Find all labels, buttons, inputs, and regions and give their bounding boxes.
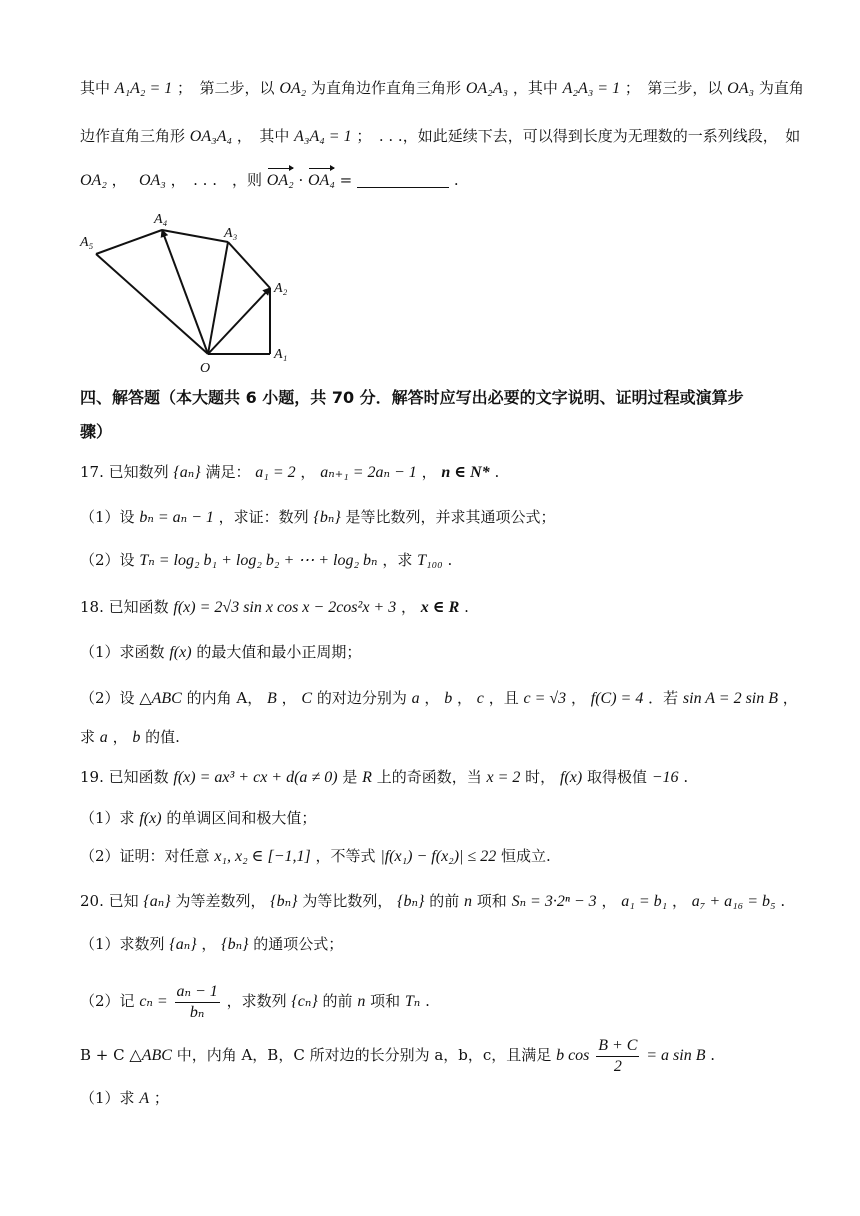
text: ，求数列 — [226, 992, 287, 1010]
text: ，且 — [488, 689, 519, 707]
q19-part2 — [80, 846, 782, 867]
math: {aₙ} — [173, 464, 201, 481]
dot-operator: · — [298, 171, 304, 189]
math: A₁A₂ = 1 — [114, 80, 173, 97]
text: 求 — [80, 728, 96, 746]
answer-blank[interactable] — [357, 173, 449, 188]
text: ，不等式 — [315, 847, 376, 865]
math: {aₙ} — [169, 936, 197, 953]
text: ，求证：数列 — [218, 508, 309, 526]
q18-part2-cont — [80, 727, 782, 748]
math: A₂A₃ = 1 — [562, 80, 621, 97]
text: B + C — [80, 1046, 125, 1064]
q17-stem — [80, 462, 782, 483]
math: x₁, x₂ ∈ [−1,1] — [214, 848, 311, 865]
text: ， — [457, 689, 473, 707]
segment-a4a5 — [96, 230, 162, 254]
text: （2）证明：对任意 — [80, 847, 210, 865]
fraction-numerator: B + C — [596, 1036, 639, 1057]
math: △ABC — [139, 690, 182, 707]
text: ， — [782, 689, 798, 707]
fraction-cn — [175, 982, 220, 1023]
text: 上的奇函数，当 — [376, 768, 482, 786]
math: f(C) = 4 — [590, 690, 644, 707]
math: Tₙ — [404, 993, 421, 1010]
vector-oa4: OA₄ — [308, 172, 335, 189]
math: OA₃ — [138, 172, 166, 189]
text: 的最大值和最小正周期； — [196, 643, 362, 661]
text: ， — [111, 171, 135, 189]
q17-part2 — [80, 550, 782, 571]
q18-part2 — [80, 688, 798, 709]
math: {aₙ} — [143, 893, 171, 910]
text: ．若 — [648, 689, 679, 707]
q21-part1 — [80, 1088, 782, 1109]
text: 的通项公式； — [253, 935, 344, 953]
math: {bₙ} — [221, 936, 249, 953]
math: {cₙ} — [291, 993, 318, 1010]
text: 为直角边作直角三角形 — [311, 79, 462, 97]
q18-stem — [80, 597, 782, 618]
text: ； . . .，如此延续下去，可以得到长度为无理数的一系列线段， 如 — [356, 127, 801, 145]
text: 其中 — [80, 79, 111, 97]
label-a4: A₄ — [154, 212, 168, 227]
text: 的单调区间和极大值； — [166, 809, 317, 827]
text: 的前 — [429, 892, 460, 910]
fraction-half-angle — [596, 1036, 639, 1077]
math: f(x) — [169, 644, 192, 661]
text: 的内角 A， — [186, 689, 263, 707]
math: Sₙ = 3·2ⁿ − 3 — [511, 893, 597, 910]
text: 的值. — [145, 728, 180, 746]
math: a₁ = b₁ — [621, 893, 668, 910]
segment-a3a4 — [162, 230, 228, 242]
math: = a sin B — [646, 1047, 706, 1064]
label-a5: A₅ — [80, 235, 94, 250]
text: ， — [570, 689, 586, 707]
text: . — [494, 463, 500, 481]
equals-sign: = — [339, 171, 353, 189]
text: 17. 已知数列 — [80, 463, 169, 481]
q20-part1 — [80, 934, 782, 955]
math: B — [267, 690, 277, 707]
text: 满足： — [205, 463, 251, 481]
segment-a2a3 — [228, 242, 270, 288]
text: （1）设 — [80, 508, 135, 526]
q18-part1 — [80, 642, 782, 663]
math: △ABC — [129, 1047, 172, 1064]
math: Tₙ = log₂ b₁ + log₂ b₂ + ⋯ + log₂ bₙ — [139, 552, 378, 569]
q19-part1 — [80, 808, 782, 829]
fraction-denominator: 2 — [613, 1057, 622, 1075]
text: ， — [300, 463, 316, 481]
q20-part2 — [80, 978, 782, 1025]
text: 中，内角 A，B，C 所对边的长分别为 a，b，c，且满足 — [176, 1046, 552, 1064]
math: T₁₀₀ — [417, 552, 443, 569]
math: {bₙ} — [313, 509, 341, 526]
math: cₙ = — [139, 993, 168, 1010]
text: 为等差数列， — [175, 892, 266, 910]
math: aₙ₊₁ = 2aₙ − 1 — [320, 464, 417, 481]
text: . — [453, 171, 459, 189]
segment-oa4 — [162, 230, 208, 354]
text: （2）设 — [80, 551, 135, 569]
text: （1）求数列 — [80, 935, 165, 953]
text: 是 — [342, 768, 358, 786]
text: 19. 已知函数 — [80, 768, 169, 786]
text: （2）记 — [80, 992, 135, 1010]
text: ； 第二步，以 — [177, 79, 275, 97]
math: {bₙ} — [270, 893, 298, 910]
math: {bₙ} — [397, 893, 425, 910]
math: f(x) — [139, 810, 162, 827]
text: ，求 — [382, 551, 413, 569]
math: a₁ = 2 — [255, 464, 296, 481]
text: ， . . . ，则 — [170, 171, 262, 189]
math: a — [411, 690, 420, 707]
math: C — [301, 690, 313, 707]
math: n — [463, 893, 472, 910]
text: 骤） — [80, 422, 113, 441]
text: （2）设 — [80, 689, 135, 707]
q17-part1 — [80, 507, 782, 528]
text: 边作直角三角形 — [80, 127, 186, 145]
text: ； 第三步，以 — [624, 79, 723, 97]
text: （1）求函数 — [80, 643, 165, 661]
fraction-numerator: aₙ − 1 — [175, 982, 220, 1003]
section-heading — [80, 388, 782, 408]
text: 时， — [525, 768, 556, 786]
text: （1）求 — [80, 809, 135, 827]
text: ， — [201, 935, 217, 953]
text: 取得极值 — [586, 768, 647, 786]
math: f(x) — [559, 769, 583, 786]
math: A — [139, 1090, 150, 1107]
text: 18. 已知函数 — [80, 598, 169, 616]
math: b — [444, 690, 453, 707]
q19-stem — [80, 767, 782, 788]
intro-line-3 — [80, 170, 782, 191]
intro-line-2 — [80, 126, 801, 147]
text: . — [447, 551, 453, 569]
spiral-triangle-figure — [76, 206, 302, 376]
text: 是等比数列，并求其通项公式； — [345, 508, 556, 526]
text: . — [683, 768, 689, 786]
math: c — [476, 690, 484, 707]
text: 的对边分别为 — [316, 689, 407, 707]
segment-oa5 — [96, 254, 208, 354]
text: 四、解答题（本大题共 6 小题，共 70 分．解答时应写出必要的文字说明、证明过程或演算步 — [80, 388, 744, 407]
q21-stem — [80, 1032, 782, 1079]
math: b — [132, 729, 141, 746]
text: . — [710, 1046, 716, 1064]
text: . — [425, 992, 430, 1010]
label-a1: A₁ — [274, 347, 288, 362]
text: （1）求 — [80, 1089, 135, 1107]
math: a — [99, 729, 108, 746]
intro-line-1 — [80, 78, 804, 99]
math: a₇ + a₁₆ = b₅ — [691, 893, 776, 910]
text: 为等比数列， — [302, 892, 393, 910]
math: f(x) = 2√3 sin x cos x − 2cos²x + 3 — [173, 599, 397, 616]
text: ， — [401, 598, 417, 616]
math: x = 2 — [486, 769, 521, 786]
fraction-denominator: bₙ — [189, 1003, 205, 1021]
math: OA₂ — [279, 80, 307, 97]
text: ， — [112, 728, 128, 746]
math: b cos — [556, 1047, 590, 1064]
text: ，其中 — [512, 79, 558, 97]
text: 项和 — [370, 992, 401, 1010]
text: 恒成立. — [501, 847, 551, 865]
text: 的前 — [322, 992, 353, 1010]
math: sin A = 2 sin B — [682, 690, 779, 707]
text: 项和 — [476, 892, 507, 910]
section-heading-cont — [80, 422, 782, 442]
math: f(x) = ax³ + cx + d(a ≠ 0) — [173, 769, 338, 786]
text: 20. 已知 — [80, 892, 139, 910]
math: R — [362, 769, 372, 786]
text: ， — [421, 463, 437, 481]
math: OA₃A₄ — [189, 128, 233, 145]
q20-stem — [80, 891, 786, 912]
text: ； — [153, 1089, 169, 1107]
vector-oa2: OA₂ — [266, 172, 294, 189]
label-a3: A₃ — [224, 226, 238, 241]
math: x ∈ R — [420, 599, 460, 616]
text: ， 其中 — [236, 127, 290, 145]
text: . — [464, 598, 469, 616]
math: A₃A₄ = 1 — [294, 128, 352, 145]
label-a2: A₂ — [274, 281, 288, 296]
text: ， — [601, 892, 617, 910]
math: OA₂ — [80, 172, 107, 189]
text: ， — [424, 689, 440, 707]
math: bₙ = aₙ − 1 — [139, 509, 214, 526]
text: 为直角 — [758, 79, 804, 97]
math: n ∈ N* — [441, 464, 490, 481]
text: . — [780, 892, 786, 910]
text: ， — [281, 689, 297, 707]
math: |f(x₁) − f(x₂)| ≤ 22 — [380, 848, 497, 865]
text: ， — [671, 892, 687, 910]
label-o: O — [200, 361, 211, 376]
math: n — [357, 993, 366, 1010]
math: c = √3 — [523, 690, 567, 707]
math: OA₃ — [727, 80, 755, 97]
math: OA₂A₃ — [465, 80, 509, 97]
math: −16 — [651, 769, 679, 786]
